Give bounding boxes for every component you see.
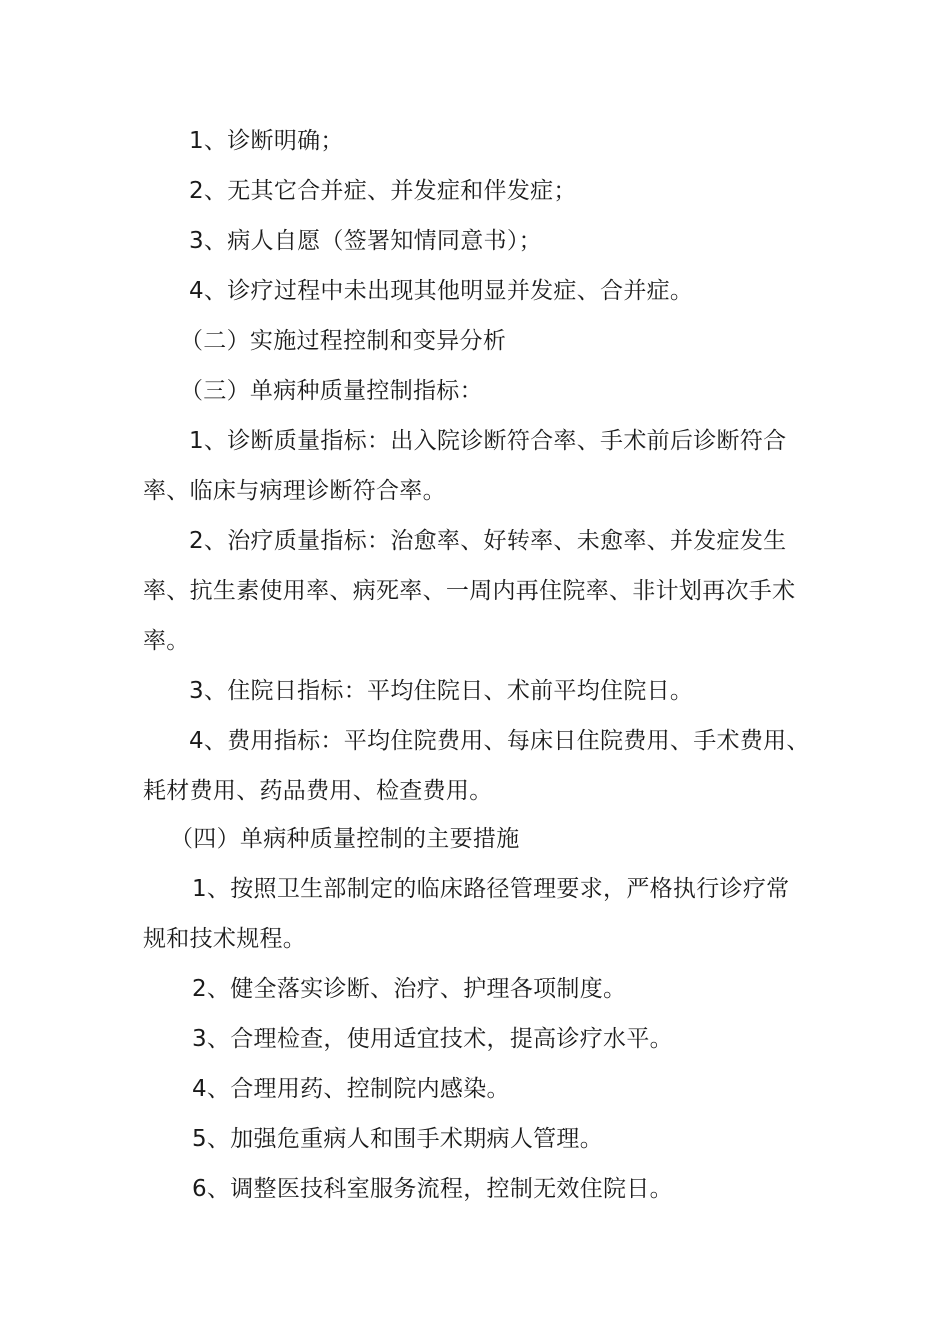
text-line-3: 3、病人自愿（签署知情同意书）； [189, 228, 542, 254]
text-line-7: 1、诊断质量指标：出入院诊断符合率、手术前后诊断符合 [189, 428, 787, 454]
text-line-21: 5、加强危重病人和围手术期病人管理。 [192, 1126, 604, 1152]
text-line-17: 规和技术规程。 [143, 926, 307, 952]
section-heading-3: （三）单病种质量控制指标： [180, 378, 483, 404]
text-line-12: 3、住院日指标：平均住院日、术前平均住院日。 [189, 678, 694, 704]
section-heading-4: （四）单病种质量控制的主要措施 [170, 826, 520, 852]
text-line-1: 1、诊断明确； [189, 128, 344, 154]
text-line-18: 2、健全落实诊断、治疗、护理各项制度。 [192, 976, 627, 1002]
text-line-8: 率、临床与病理诊断符合率。 [143, 478, 446, 504]
text-line-2: 2、无其它合并症、并发症和伴发症； [189, 178, 577, 204]
section-heading-2: （二）实施过程控制和变异分析 [180, 328, 507, 354]
text-line-9: 2、治疗质量指标：治愈率、好转率、未愈率、并发症发生 [189, 528, 787, 554]
text-line-20: 4、合理用药、控制院内感染。 [192, 1076, 510, 1102]
text-line-14: 耗材费用、药品费用、检查费用。 [143, 778, 493, 804]
text-line-22: 6、调整医技科室服务流程，控制无效住院日。 [192, 1176, 673, 1202]
text-line-10: 率、抗生素使用率、病死率、一周内再住院率、非计划再次手术 [143, 578, 796, 604]
text-line-19: 3、合理检查，使用适宜技术，提高诊疗水平。 [192, 1026, 673, 1052]
text-line-4: 4、诊疗过程中未出现其他明显并发症、合并症。 [189, 278, 694, 304]
text-line-16: 1、按照卫生部制定的临床路径管理要求，严格执行诊疗常 [192, 876, 790, 902]
text-line-13: 4、费用指标：平均住院费用、每床日住院费用、手术费用、 [189, 728, 810, 754]
text-line-11: 率。 [143, 628, 190, 654]
